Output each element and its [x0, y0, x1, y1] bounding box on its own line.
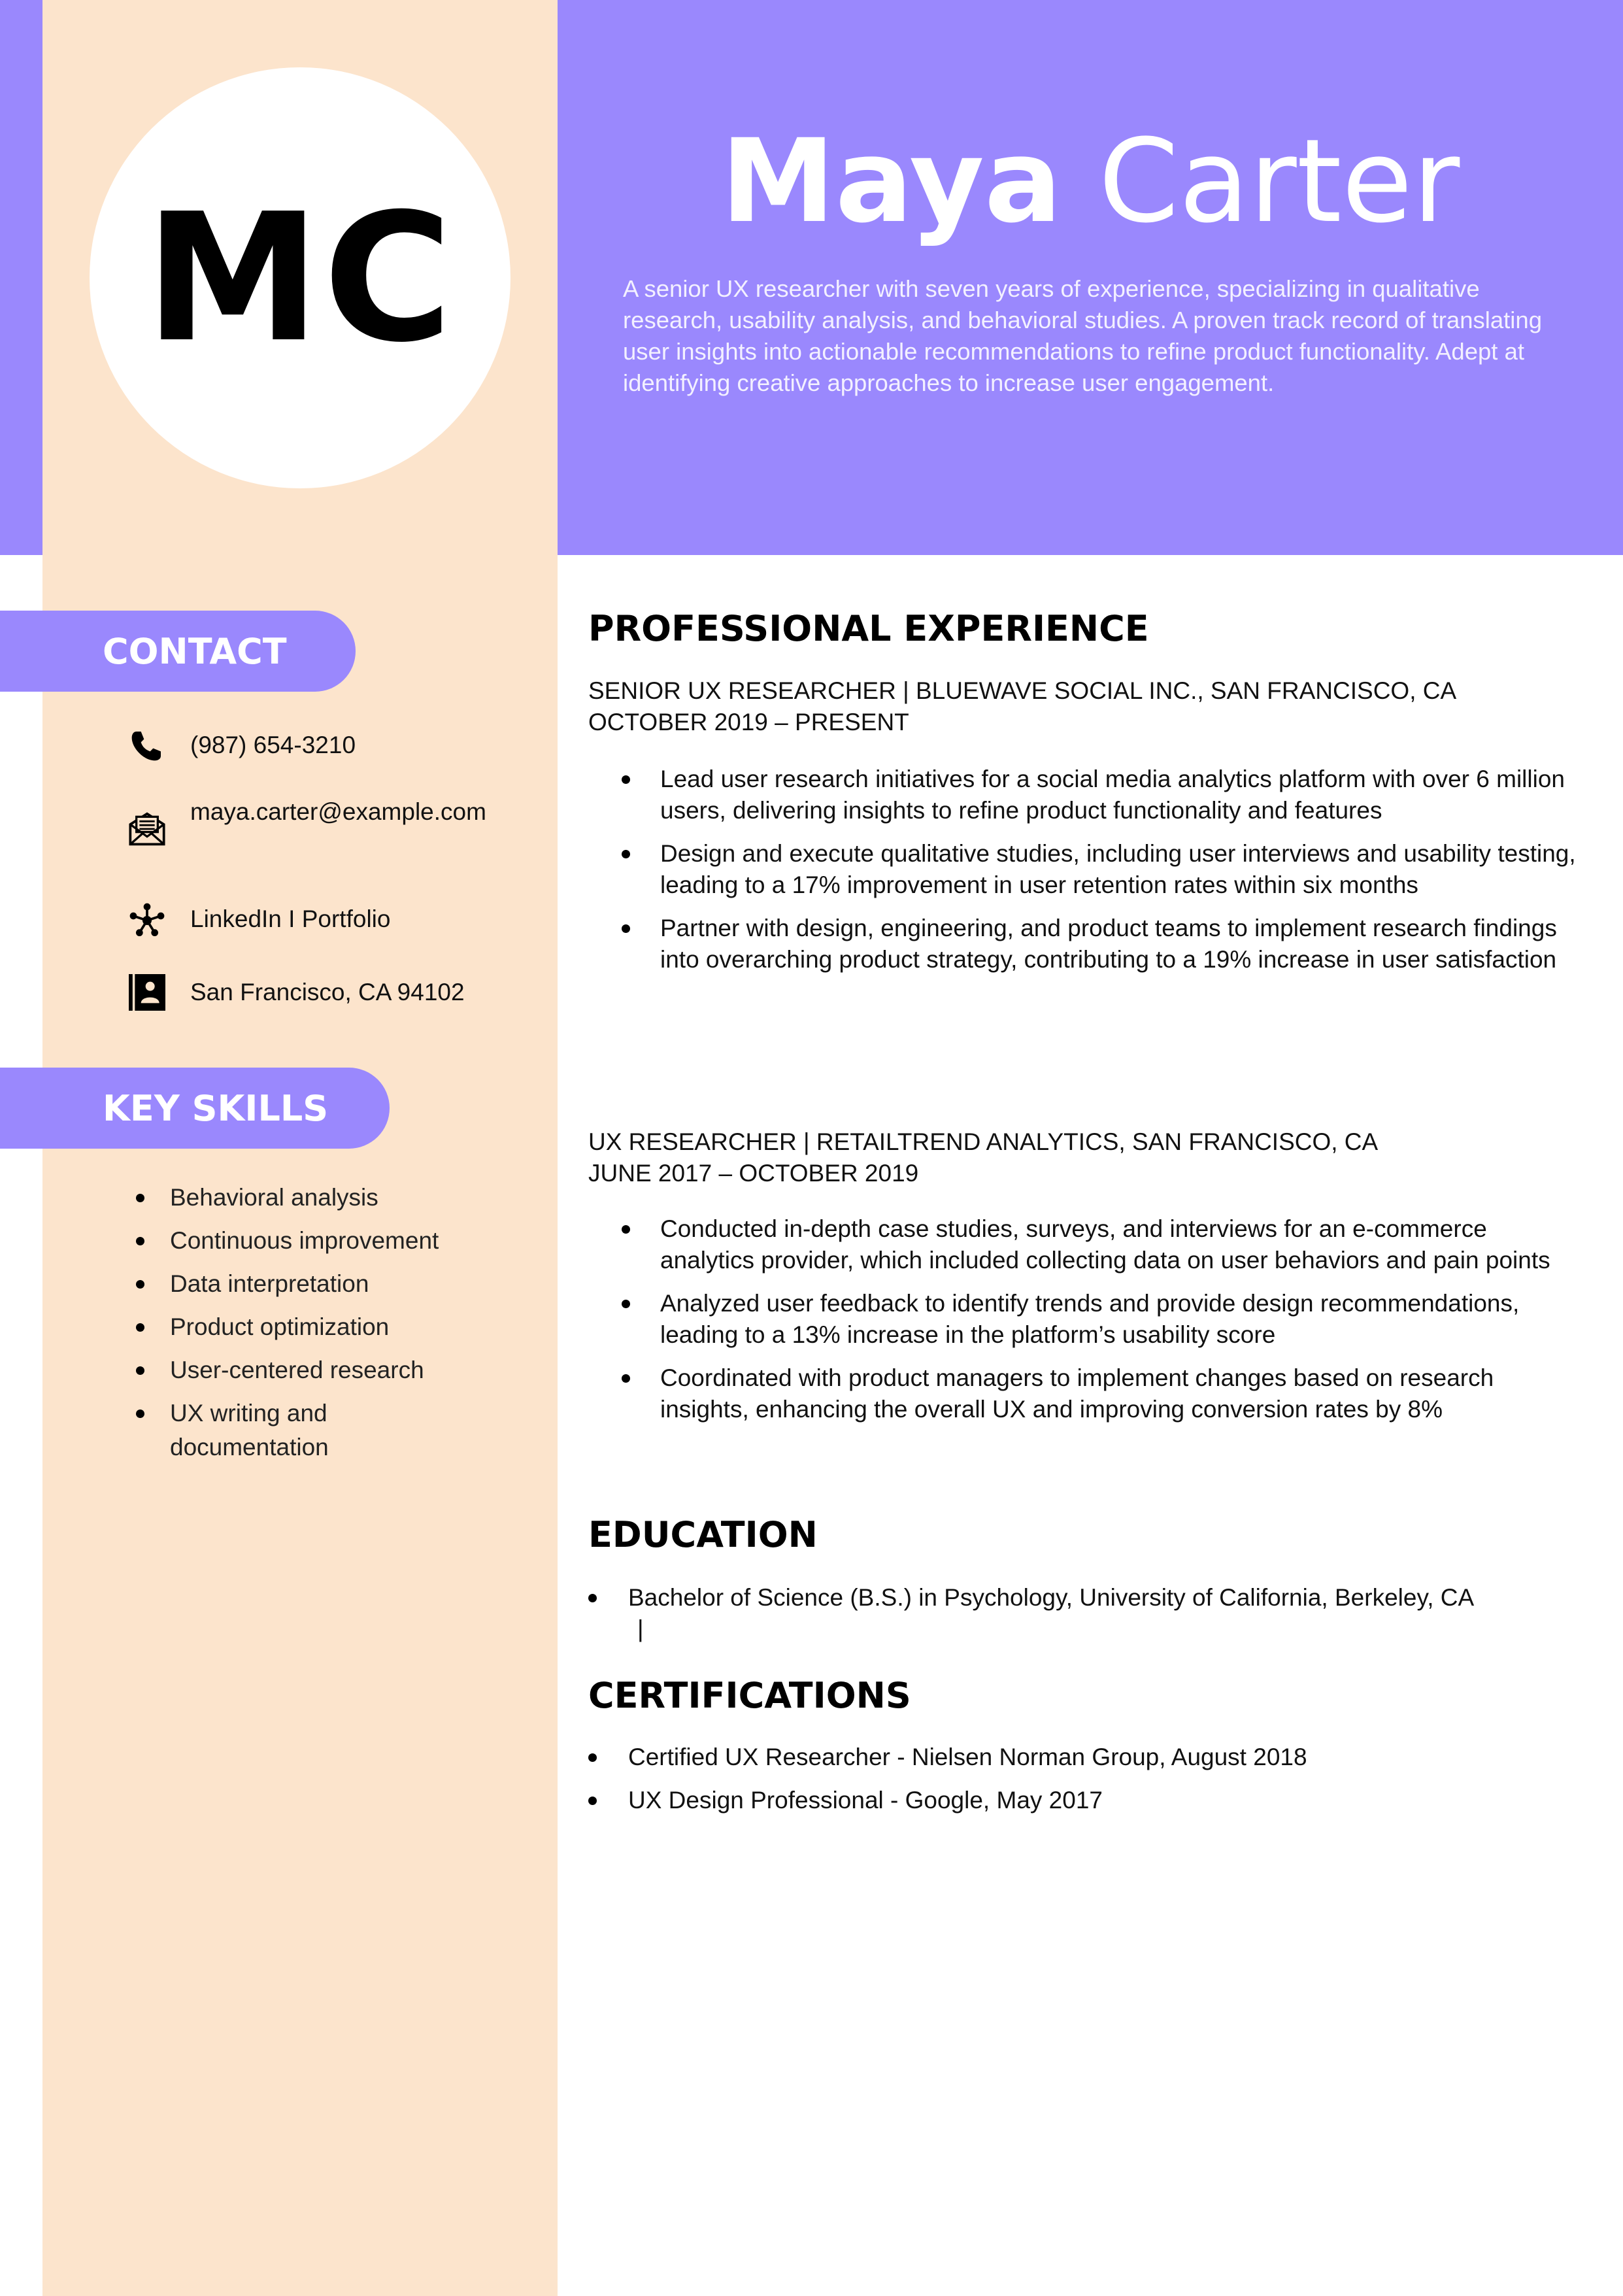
bullet: Coordinated with product managers to implement changes based on research insights, enhancing the overall UX and improving conversion rates by 8%	[622, 1362, 1576, 1425]
skill-item: UX writing and documentation	[136, 1396, 371, 1464]
job-1	[588, 675, 1608, 738]
candidate-name	[558, 114, 1623, 248]
phone-icon	[129, 727, 165, 764]
first-name: Maya	[720, 114, 1062, 248]
last-name: Carter	[1098, 114, 1460, 248]
skill-item: Behavioral analysis	[136, 1181, 502, 1215]
certification-item: Certified UX Researcher - Nielsen Norman Group, August 2018	[588, 1742, 1582, 1773]
job-2	[588, 1126, 1608, 1189]
certification-item: UX Design Professional - Google, May 2017	[588, 1785, 1582, 1816]
certifications-heading: CERTIFICATIONS	[588, 1675, 911, 1716]
certifications-list	[588, 1742, 1582, 1828]
bullet: Lead user research initiatives for a social media analytics platform with over 6 million users, delivering insights to refine product functionality and features	[622, 764, 1576, 826]
bullet: Analyzed user feedback to identify trends and provide design recommendations, leading to a 13% increase in the platform’s usability score	[622, 1288, 1576, 1351]
education-heading: EDUCATION	[588, 1514, 818, 1555]
monogram: MC	[144, 175, 456, 381]
bullet: Design and execute qualitative studies, including user interviews and usability testing, leading to a 17% improvement in user retention rates within six months	[622, 838, 1576, 901]
skill-item: Data interpretation	[136, 1267, 502, 1301]
skills-heading: KEY SKILLS	[0, 1068, 390, 1149]
contact-card-icon	[129, 974, 165, 1011]
contact-email[interactable]: maya.carter@example.com	[190, 798, 486, 825]
education-list	[588, 1582, 1582, 1657]
job-dates: JUNE 2017 – OCTOBER 2019	[588, 1160, 919, 1187]
contact-links[interactable]: LinkedIn I Portfolio	[190, 905, 391, 932]
skill-item: Product optimization	[136, 1310, 502, 1344]
job-1-bullets	[622, 764, 1576, 987]
envelope-icon	[129, 811, 165, 847]
bullet: Conducted in-depth case studies, surveys, and interviews for an e-commerce analytics provider, which included collecting data on user behaviors and pain points	[622, 1213, 1576, 1276]
contact-phone[interactable]: (987) 654-3210	[190, 732, 356, 758]
job-title: SENIOR UX RESEARCHER | BLUEWAVE SOCIAL INC., SAN FRANCISCO, CA	[588, 677, 1457, 704]
monogram-circle	[90, 67, 510, 488]
skill-item: User-centered research	[136, 1353, 502, 1387]
job-title: UX RESEARCHER | RETAILTREND ANALYTICS, SAN FRANCISCO, CA	[588, 1128, 1379, 1155]
degree: Bachelor of Science (B.S.) in Psychology, University of California, Berkeley, CA	[628, 1584, 1475, 1611]
network-icon	[129, 902, 165, 939]
contact-heading: CONTACT	[0, 611, 356, 692]
separator: |	[637, 1615, 644, 1642]
job-dates: OCTOBER 2019 – PRESENT	[588, 709, 909, 735]
experience-heading: PROFESSIONAL EXPERIENCE	[588, 608, 1149, 649]
skill-item: Continuous improvement	[136, 1224, 502, 1258]
education-item	[588, 1582, 1582, 1645]
summary: A senior UX researcher with seven years of experience, specializing in qualitative research, usability analysis, and behavioral studies. A proven track record of translating user insights into actionable recommendations to refine product functionality. Adept at identifying creative approaches to increase user engagement.	[623, 275, 1542, 396]
job-2-bullets	[622, 1213, 1576, 1437]
contact-location: San Francisco, CA 94102	[190, 979, 465, 1005]
accent-strip	[0, 0, 42, 555]
skills-list	[136, 1181, 502, 1474]
bullet: Partner with design, engineering, and product teams to implement research findings into overarching product strategy, contributing to a 19% increase in user satisfaction	[622, 913, 1576, 975]
